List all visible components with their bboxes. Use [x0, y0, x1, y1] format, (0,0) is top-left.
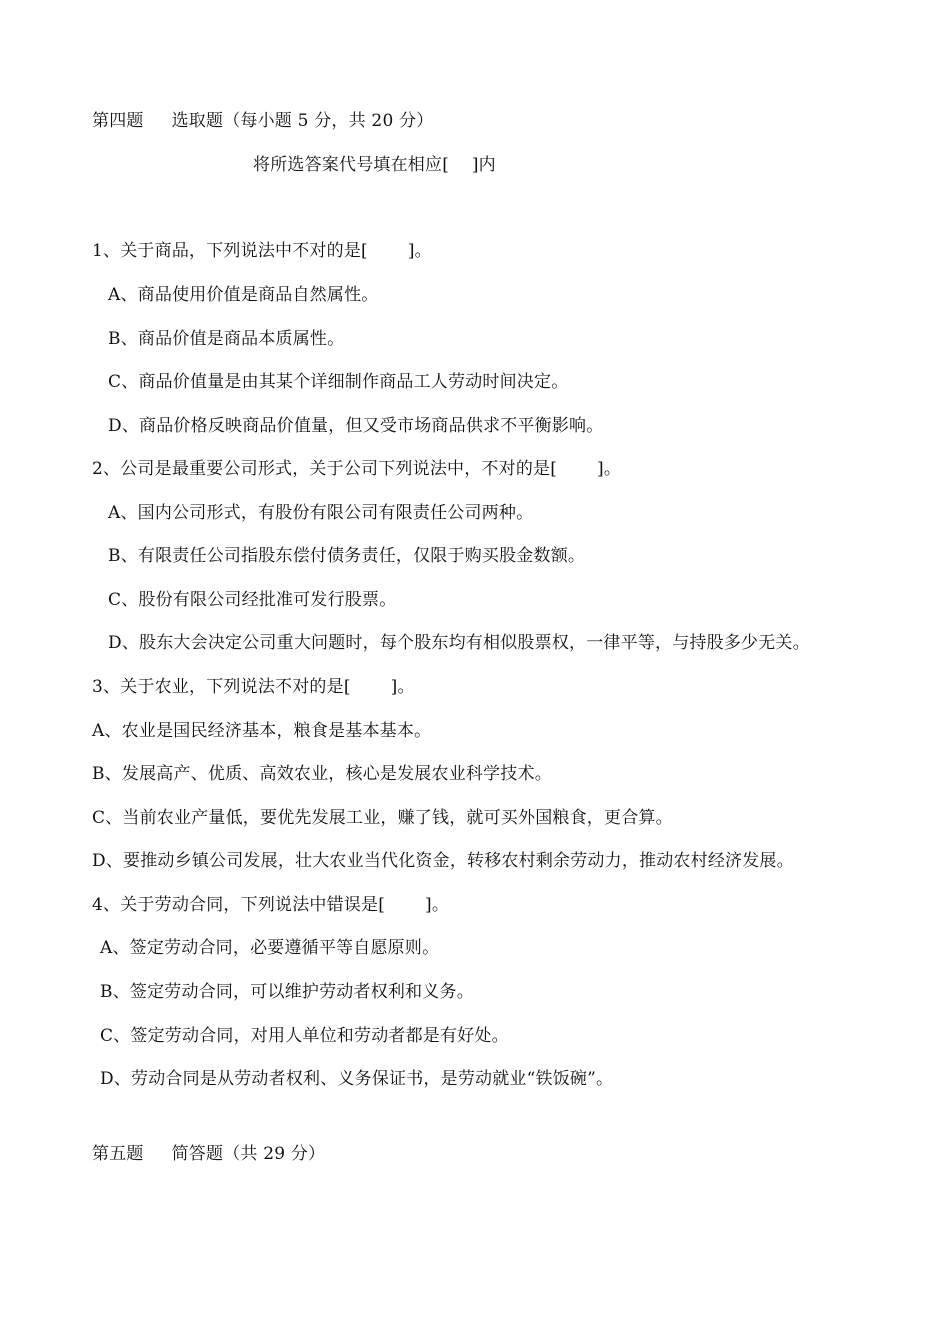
question-4-option-b: B、签定劳动合同，可以维护劳动者权利和义务。 — [100, 982, 474, 1002]
section4-instruction: 将所选答案代号填在相应[ ]内 — [253, 155, 496, 175]
section4-heading — [92, 110, 433, 132]
question-3-option-a: A、农业是国民经济基本，粮食是基本基本。 — [92, 721, 432, 741]
question-3-option-c: C、当前农业产量低，要优先发展工业，赚了钱，就可买外国粮食，更合算。 — [92, 808, 673, 828]
question-2-option-c: C、股份有限公司经批准可发行股票。 — [108, 590, 397, 610]
question-3-option-b: B、发展高产、优质、高效农业，核心是发展农业科学技术。 — [92, 764, 552, 784]
question-2-option-d: D、股东大会决定公司重大问题时，每个股东均有相似股票权，一律平等，与持股多少无关。 — [108, 633, 810, 653]
question-1-option-a: A、商品使用价值是商品自然属性。 — [108, 285, 379, 305]
question-2-stem: 2、公司是最重要公司形式，关于公司下列说法中，不对的是[ ]。 — [92, 459, 622, 479]
question-4-option-a: A、签定劳动合同，必要遵循平等自愿原则。 — [100, 938, 440, 958]
question-1-option-b: B、商品价值是商品本质属性。 — [108, 329, 345, 349]
section5-label: 第五题 — [92, 1144, 144, 1164]
question-2-option-b: B、有限责任公司指股东偿付债务责任，仅限于购买股金数额。 — [108, 546, 586, 566]
section5-title: 简答题（共 29 分） — [171, 1144, 326, 1164]
question-1-option-c: C、商品价值量是由其某个详细制作商品工人劳动时间决定。 — [108, 372, 569, 392]
question-4-stem: 4、关于劳动合同，下列说法中错误是[ ]。 — [92, 895, 450, 915]
section4-label: 第四题 — [92, 111, 144, 131]
question-4-option-c: C、签定劳动合同，对用人单位和劳动者都是有好处。 — [100, 1026, 509, 1046]
question-3-option-d: D、要推动乡镇公司发展，壮大农业当代化资金，转移农村剩余劳动力，推动农村经济发展。 — [92, 851, 794, 871]
question-1-option-d: D、商品价格反映商品价值量，但又受市场商品供求不平衡影响。 — [108, 416, 604, 436]
question-2-option-a: A、国内公司形式，有股份有限公司有限责任公司两种。 — [108, 503, 534, 523]
section4-title: 选取题（每小题 5 分，共 20 分） — [171, 111, 434, 131]
question-3-stem: 3、关于农业，下列说法不对的是[ ]。 — [92, 677, 415, 697]
section5-heading — [92, 1143, 325, 1165]
question-4-option-d: D、劳动合同是从劳动者权利、义务保证书，是劳动就业“铁饭碗”。 — [100, 1069, 614, 1089]
question-1-stem: 1、关于商品，下列说法中不对的是[ ]。 — [92, 241, 432, 261]
